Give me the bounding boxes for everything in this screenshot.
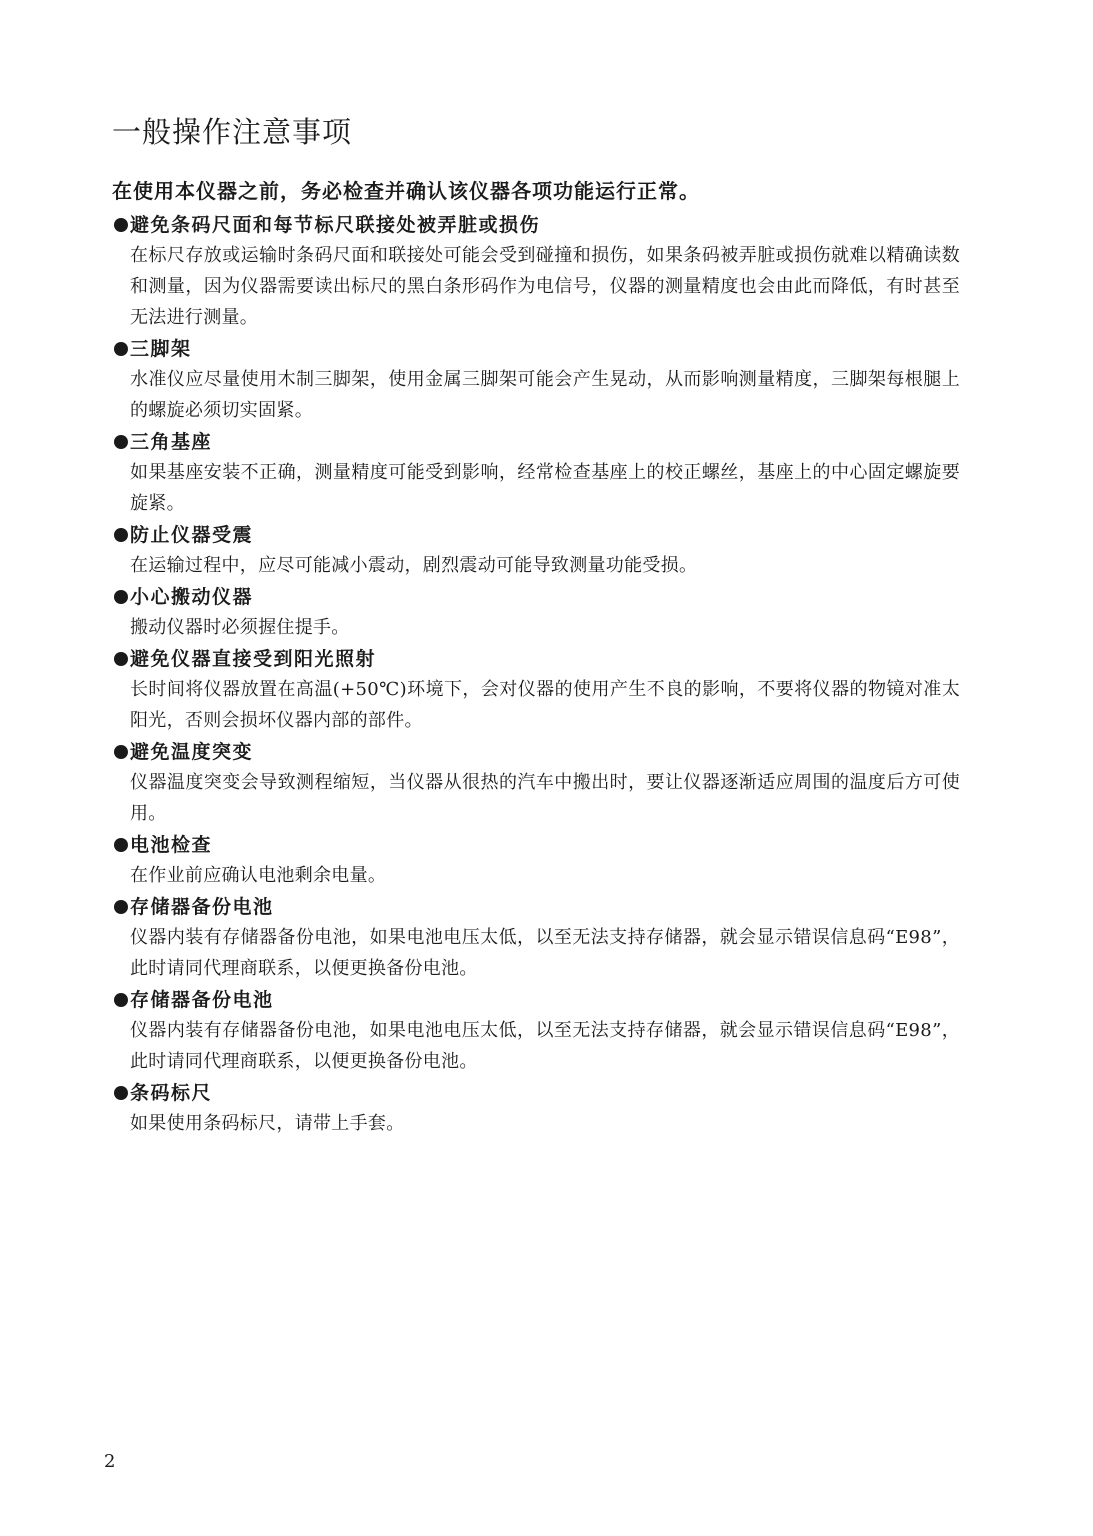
section-body: 仪器内装有存储器备份电池，如果电池电压太低，以至无法支持存储器，就会显示错误信息码“E98”，此时请同代理商联系，以便更换备份电池。	[130, 927, 960, 979]
section-shock-prevention	[112, 520, 972, 582]
section-tribrach	[112, 427, 972, 520]
section-body: 在作业前应确认电池剩余电量。	[130, 865, 387, 886]
bullet-icon	[114, 342, 128, 356]
section-body: 仪器内装有存储器备份电池，如果电池电压太低，以至无法支持存储器，就会显示错误信息码“E98”，此时请同代理商联系，以便更换备份电池。	[130, 1020, 960, 1072]
bullet-icon	[114, 745, 128, 759]
section-body: 搬动仪器时必须握住提手。	[130, 617, 350, 638]
section-heading-text: 小心搬动仪器	[130, 586, 254, 608]
section-heading	[112, 1078, 972, 1108]
section-heading	[112, 985, 972, 1015]
section-heading-text: 存储器备份电池	[130, 896, 274, 918]
bullet-icon	[114, 838, 128, 852]
intro-statement: 在使用本仪器之前，务必检查并确认该仪器各项功能运行正常。	[112, 179, 700, 203]
section-heading	[112, 737, 972, 767]
section-heading-text: 防止仪器受震	[130, 524, 254, 546]
section-body: 如果基座安装不正确，测量精度可能受到影响，经常检查基座上的校正螺丝，基座上的中心固定螺旋要旋紧。	[130, 462, 960, 514]
page-number: 2	[104, 1451, 116, 1472]
bullet-icon	[114, 528, 128, 542]
section-barcode-staff	[112, 1078, 972, 1140]
section-heading	[112, 892, 972, 922]
section-tripod	[112, 334, 972, 427]
section-heading	[112, 520, 972, 550]
section-carrying	[112, 582, 972, 644]
bullet-icon	[114, 218, 128, 232]
section-backup-battery-repeat	[112, 985, 972, 1078]
bullet-icon	[114, 652, 128, 666]
section-heading	[112, 210, 972, 240]
bullet-icon	[114, 1086, 128, 1100]
section-heading	[112, 830, 972, 860]
section-heading-text: 避免温度突变	[130, 741, 254, 763]
section-heading	[112, 644, 972, 674]
bullet-icon	[114, 900, 128, 914]
bullet-icon	[114, 435, 128, 449]
section-temperature-change	[112, 737, 972, 830]
section-heading-text: 三脚架	[130, 338, 192, 360]
section-body: 在标尺存放或运输时条码尺面和联接处可能会受到碰撞和损伤，如果条码被弄脏或损伤就难以精确读数和测量，因为仪器需要读出标尺的黑白条形码作为电信号，仪器的测量精度也会由此而降低，有时甚至无法进行测量。	[130, 245, 960, 328]
section-battery-check	[112, 830, 972, 892]
bullet-icon	[114, 993, 128, 1007]
section-heading-text: 条码标尺	[130, 1082, 213, 1104]
section-heading	[112, 334, 972, 364]
precautions-list	[112, 210, 972, 1140]
section-body: 长时间将仪器放置在高温(+50℃)环境下，会对仪器的使用产生不良的影响，不要将仪器的物镜对准太阳光，否则会损坏仪器内部的部件。	[130, 679, 960, 731]
section-heading-text: 电池检查	[130, 834, 213, 856]
section-heading-text: 存储器备份电池	[130, 989, 274, 1011]
section-sunlight	[112, 644, 972, 737]
section-heading	[112, 582, 972, 612]
section-heading-text: 避免条码尺面和每节标尺联接处被弄脏或损伤	[130, 214, 541, 236]
section-body: 在运输过程中，应尽可能减小震动，剧烈震动可能导致测量功能受损。	[130, 555, 698, 576]
section-body: 仪器温度突变会导致测程缩短，当仪器从很热的汽车中搬出时，要让仪器逐渐适应周围的温度后方可使用。	[130, 772, 960, 824]
section-heading-text: 避免仪器直接受到阳光照射	[130, 648, 377, 670]
section-body: 如果使用条码标尺，请带上手套。	[130, 1113, 405, 1134]
section-body: 水准仪应尽量使用木制三脚架，使用金属三脚架可能会产生晃动，从而影响测量精度，三脚架每根腿上的螺旋必须切实固紧。	[130, 369, 960, 421]
section-heading-text: 三角基座	[130, 431, 213, 453]
page-title: 一般操作注意事项	[112, 115, 353, 149]
section-backup-battery	[112, 892, 972, 985]
section-barcode-staff-care	[112, 210, 972, 334]
section-heading	[112, 427, 972, 457]
bullet-icon	[114, 590, 128, 604]
